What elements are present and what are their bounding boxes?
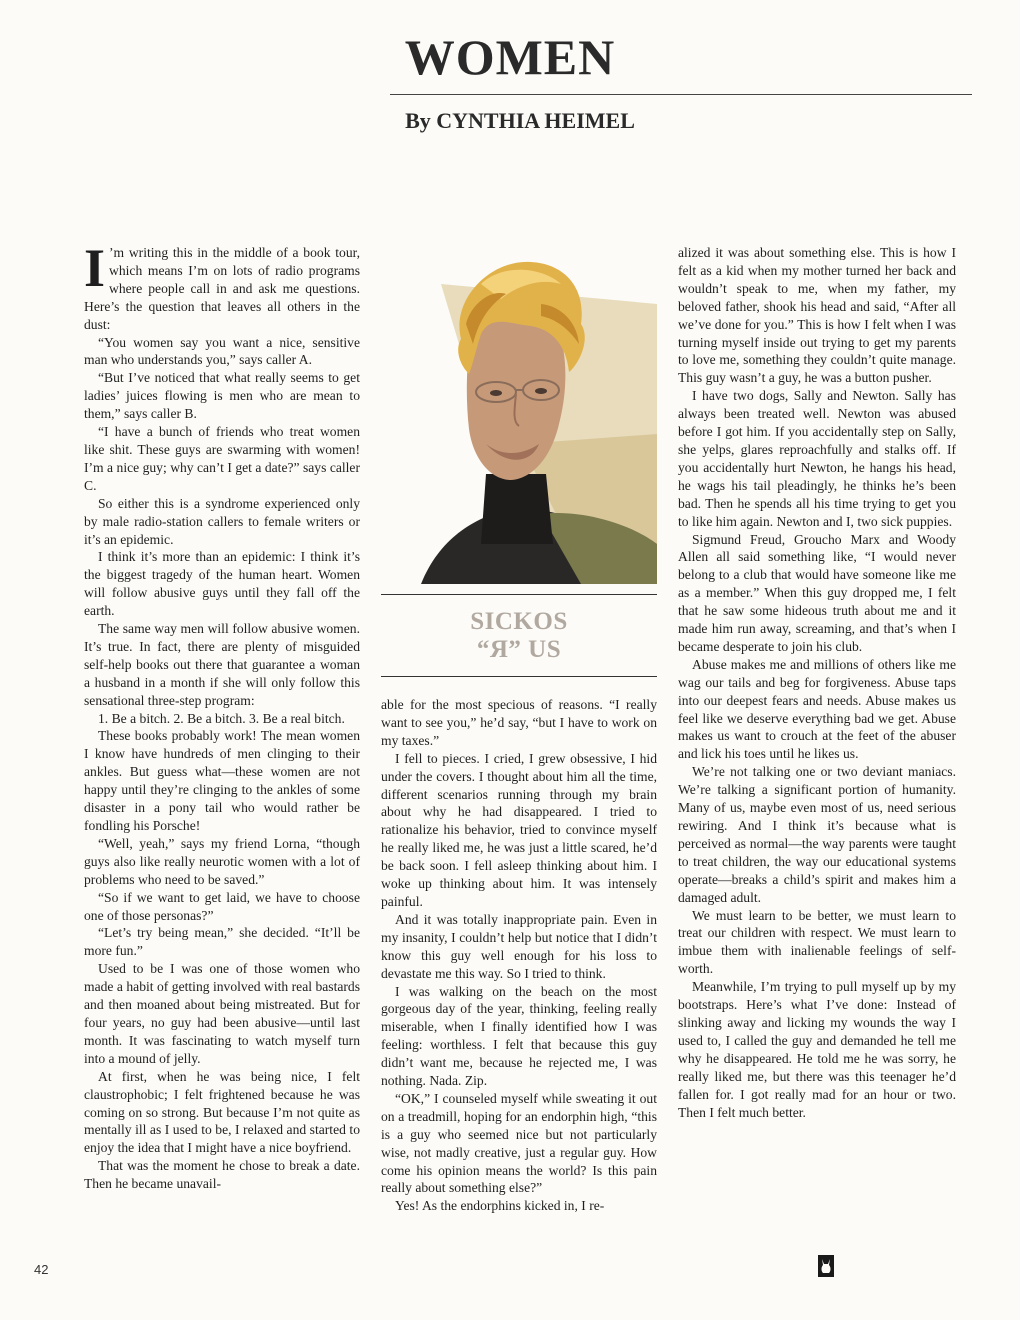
paragraph: So either this is a syndrome experienced only by male radio-station callers to female writers or it’s an epidemic. bbox=[84, 495, 360, 547]
paragraph: 1. Be a bitch. 2. Be a bitch. 3. Be a real bitch. bbox=[98, 710, 345, 726]
paragraph: I was walking on the beach on the most gorgeous day of the year, thinking, feeling really miserable, when I finally identified how I was feeling: worthless. I felt that because this guy didn’t want me, because he rejected me, I was nothing. Nada. Zip. bbox=[381, 983, 657, 1089]
playboy-bunny-icon bbox=[818, 1255, 834, 1277]
sidebar-top-rule bbox=[381, 594, 657, 595]
paragraph: “So if we want to get laid, we have to choose one of those personas?” bbox=[84, 889, 360, 923]
paragraph: I fell to pieces. I cried, I grew obsessive, I hid under the covers. I thought about him all the time, different scenarios running through my brain about why he had disappeared. I tried to rationalize his behavior, tried to convince myself he really liked me, he was just a little scared, he’d be back soon. I fell asleep thinking about him. I woke up thinking about him. It was intensely painful. bbox=[381, 750, 657, 909]
paragraph: Meanwhile, I’m trying to pull myself up by my bootstraps. Here’s what I’ve done: Instead of slinking away and licking my wounds the way I used to, I called the guy and demanded he tell me why he disappeared. He told me he was sorry, he really liked me, but there was this teenager he’d fallen for. I got really mad for an hour or two. Then I felt much better. bbox=[678, 979, 956, 1120]
drop-cap: I bbox=[84, 238, 106, 298]
paragraph: I have two dogs, Sally and Newton. Sally has always been treated well. Newton was abused before I got him. If you accidentally step on Sally, she yelps, glares reproachfully and stalks off. If you accidentally hurt Newton, he hangs his head, he wags his tail pleadingly, he thinks he’s been bad. Then he spends all his time trying to get you to like him again. Newton and I, two sick puppies. bbox=[678, 388, 956, 529]
sidebar-title bbox=[381, 608, 657, 664]
paragraph: Sigmund Freud, Groucho Marx and Woody Allen all said something like, “I would never belong to a club that would have someone like me as a member.” When this guy dropped me, I felt that he saw some hideous truth about me and it made him run away, screaming, and that’s when I became desperate to join his club. bbox=[678, 531, 956, 654]
paragraph: alized it was about something else. This is how I felt as a kid when my mother turned her back and wouldn’t speak to me, when my father, my beloved father, shook his head and said, “After all we’ve done for you.” This is how I felt when I was turning myself inside out trying to get my parents to love me, something they couldn’t quite manage. This guy wasn’t a guy, he was a button pusher. bbox=[678, 245, 956, 386]
paragraph: I ’m writing this in the middle of a book tour, which means I’m on lots of radio programs where people call in and ask me questions. Here’s the question that leaves all others in the dust: bbox=[84, 238, 360, 332]
paragraph: “I have a bunch of friends who treat women like shit. These guys are swarming with women! I’m a nice guy; why can’t I get a date?” says caller C. bbox=[84, 424, 360, 493]
paragraph: Used to be I was one of those women who made a habit of getting involved with real bastards and then moaned about being mistreated. But for four years, no guy had been abusive—until last month. It was fascinating to watch myself turn into a mound of jelly. bbox=[84, 961, 360, 1066]
paragraph: I think it’s more than an epidemic: I think it’s the biggest tragedy of the human heart. Women will follow abusive guys until they fall off the earth. bbox=[84, 549, 360, 619]
paragraph: “OK,” I counseled myself while sweating it out on a treadmill, hoping for an endorphin high, “this is a guy who seemed nice but not particularly wise, not madly creative, just a regular guy. How come his opinion means the world? Is this pain really about something else?” bbox=[381, 1090, 657, 1196]
article-column-2 bbox=[381, 696, 657, 1215]
paragraph: We’re not talking one or two deviant maniacs. We’re talking a significant portion of humanity. Many of us, maybe even most of us, need serious rewiring. And I think it’s because what is perceived as normal—the way parents were taught to treat children, the way our educational systems operate—breaks a child’s spirit and makes him a damaged adult. bbox=[678, 764, 956, 905]
sidebar-title-line: SICKOS bbox=[470, 608, 568, 635]
paragraph: And it was totally inappropriate pain. Even in my insanity, I couldn’t help but notice that I didn’t know this guy well enough for his loss to devastate me this way. So I tried to think. bbox=[381, 911, 657, 981]
page-number: 42 bbox=[34, 1262, 49, 1277]
paragraph: At first, when he was being nice, I felt claustrophobic; I felt frightened because he was coming on so strong. But because I’m not quite as mentally ill as I used to be, I relaxed and started to enjoy the idea that I might have a nice boyfriend. bbox=[84, 1068, 360, 1156]
paragraph: The same way men will follow abusive women. It’s true. In fact, there are plenty of misguided self-help books out there that guarantee a woman a husband in a month if she will only follow this sensational three-step program: bbox=[84, 621, 360, 708]
paragraph: “You women say you want a nice, sensitive man who understands you,” says caller A. bbox=[84, 334, 360, 368]
paragraph: That was the moment he chose to break a date. Then he became unavail- bbox=[84, 1158, 360, 1192]
paragraph: These books probably work! The mean women I know have hundreds of men clinging to their ankles. But guess what—these women are not happy until they’re clinging to the ankles of some disaster in a pony tail who would rather be fondling his Porsche! bbox=[84, 728, 360, 833]
sidebar-bottom-rule bbox=[381, 676, 657, 677]
paragraph: “Let’s try being mean,” she decided. “It’ll be more fun.” bbox=[84, 925, 360, 959]
blond-man-with-glasses-illustration bbox=[381, 244, 657, 584]
article-column-3 bbox=[678, 244, 956, 1121]
paragraph: able for the most specious of reasons. “I really want to see you,” he’d say, “but I have to work on my taxes.” bbox=[381, 697, 657, 748]
page-title: WOMEN bbox=[404, 29, 616, 85]
byline: By CYNTHIA HEIMEL bbox=[405, 108, 635, 133]
paragraph: “But I’ve noticed that what really seems to get ladies’ juices flowing is men who are mean to them,” says caller B. bbox=[84, 370, 360, 422]
paragraph: Yes! As the endorphins kicked in, I re- bbox=[395, 1198, 605, 1214]
article-column-1 bbox=[84, 238, 360, 1193]
paragraph: Abuse makes me and millions of others like me wag our tails and beg for forgiveness. Abuse taps into our deepest fears and needs. Abuse makes us feel like we deserve everything bad we get. Abuse makes us want to crouch at the feet of the abuser and lick his toes until he likes us. bbox=[678, 656, 956, 762]
paragraph: We must learn to be better, we must learn to treat our children with respect. We must learn to imbue them with inalienable feelings of self-worth. bbox=[678, 907, 956, 977]
sidebar-title-line: “Я” US bbox=[476, 636, 562, 663]
paragraph: “Well, yeah,” says my friend Lorna, “though guys also like really neurotic women with a lot of problems who need to be saved.” bbox=[84, 835, 360, 887]
header-divider bbox=[390, 94, 972, 95]
